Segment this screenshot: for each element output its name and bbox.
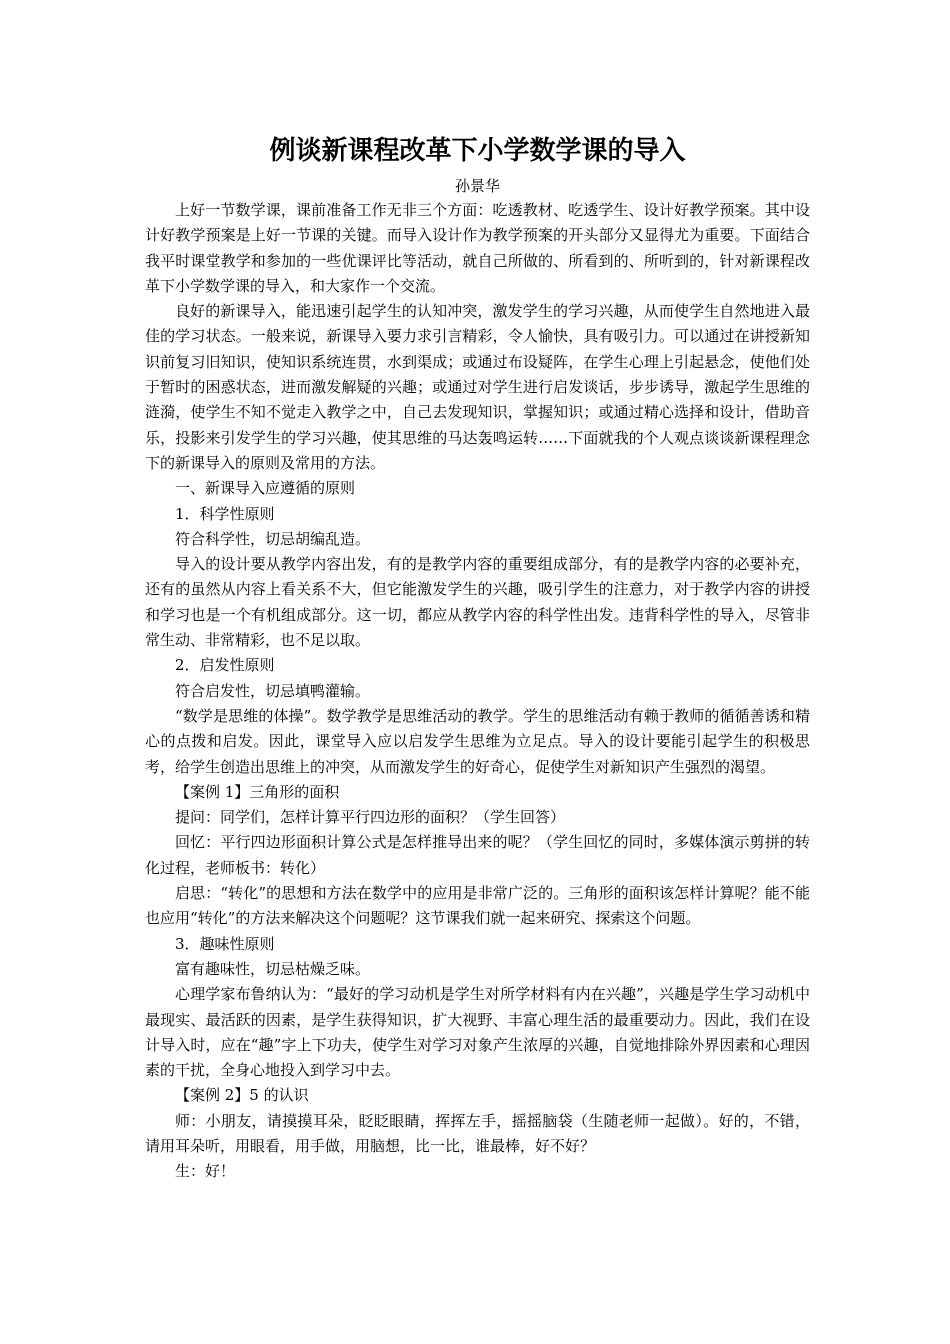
section-heading-principles: 一、新课导入应遵循的原则 bbox=[175, 479, 356, 498]
paragraph-scientific-body: 导入的设计要从教学内容出发，有的是教学内容的重要组成部分，有的是教学内容的必要补充，还有的虽然从内容上看关系不大，但它能激发学生的兴趣，吸引学生的注意力，对于教学内容的讲授和学习也是一个有机组成部分。这一切，都应从教学内容的科学性出发。违背科学性的导入，尽管非常生动、非常精彩，也不足以取。 bbox=[145, 555, 810, 650]
document-body bbox=[145, 132, 810, 1185]
case-1-heading: 【案例 1】三角形的面积 bbox=[175, 782, 340, 801]
case-2-teacher: 师：小朋友，请摸摸耳朵，眨眨眼睛，挥挥左手，摇摇脑袋（生随老师一起做）。好的，不错，请用耳朵听，用眼看，用手做，用脑想，比一比，谁最棒，好不好？ bbox=[145, 1111, 810, 1155]
paragraph-intro-1: 上好一节数学课，课前准备工作无非三个方面：吃透教材、吃透学生、设计好教学预案。其中设计好教学预案是上好一节课的关键。而导入设计作为教学预案的开头部分又显得尤为重要。下面结合我平时课堂教学和参加的一些优课评比等活动，就自己所做的、所看到的、所听到的，针对新课程改革下小学数学课的导入，和大家作一个交流。 bbox=[145, 201, 810, 295]
document-author: 孙景华 bbox=[454, 177, 500, 195]
document-title: 例谈新课程改革下小学数学课的导入 bbox=[269, 136, 686, 166]
paragraph-heuristic-body: “数学是思维的体操”。数学教学是思维活动的教学。学生的思维活动有赖于教师的循循善诱和精心的点拨和启发。因此，课堂导入应以启发学生思维为立足点。导入的设计要能引起学生的积极思考，给学生创造出思维上的冲突，从而激发学生的好奇心，促使学生对新知识产生强烈的渴望。 bbox=[145, 706, 810, 776]
paragraph-interest-summary: 富有趣味性，切忌枯燥乏味。 bbox=[175, 959, 371, 978]
case-2-student: 生：好！ bbox=[175, 1162, 236, 1181]
paragraph-heuristic-summary: 符合启发性，切忌填鸭灌输。 bbox=[175, 681, 371, 700]
case-2-heading: 【案例 2】5 的认识 bbox=[175, 1086, 309, 1105]
paragraph-list bbox=[145, 198, 810, 1185]
paragraph-interest-body: 心理学家布鲁纳认为：“最好的学习动机是学生对所学材料有内在兴趣”，兴趣是学生学习动机中最现实、最活跃的因素，是学生获得知识，扩大视野、丰富心理生活的最重要动力。因此，我们在设计导入时，应在“趣”字上下功夫，使学生对学习对象产生浓厚的兴趣，自觉地排除外界因素和心理因素的干扰，全身心地投入到学习中去。 bbox=[145, 985, 810, 1080]
paragraph-intro-2: 良好的新课导入，能迅速引起学生的认知冲突，激发学生的学习兴趣，从而使学生自然地进入最佳的学习状态。一般来说，新课导入要力求引言精彩，令人愉快，具有吸引力。可以通过在讲授新知识前复习旧知识，使知识系统连贯，水到渠成；或通过布设疑阵，在学生心理上引起悬念，使他们处于暂时的困惑状态，进而激发解疑的兴趣；或通过对学生进行启发谈话，步步诱导，激起学生思维的涟漪，使学生不知不觉走入教学之中，自己去发现知识，掌握知识；或通过精心选择和设计，借助音乐，投影来引发学生的学习兴趣，使其思维的马达轰鸣运转……下面就我的个人观点谈谈新课程理念下的新课导入的原则及常用的方法。 bbox=[145, 302, 810, 472]
paragraph-scientific-summary: 符合科学性，切忌胡编乱造。 bbox=[175, 529, 371, 548]
case-1-recall: 回忆：平行四边形面积计算公式是怎样推导出来的呢？（学生回忆的同时，多媒体演示剪拼的转化过程，老师板书：转化） bbox=[145, 833, 810, 877]
case-1-question: 提问：同学们，怎样计算平行四边形的面积？（学生回答） bbox=[175, 808, 566, 827]
subheading-interest: 3．趣味性原则 bbox=[175, 934, 275, 953]
subheading-heuristic: 2．启发性原则 bbox=[175, 656, 275, 675]
subheading-scientific: 1．科学性原则 bbox=[175, 504, 275, 523]
case-1-inspire: 启思：“转化”的思想和方法在数学中的应用是非常广泛的。三角形的面积该怎样计算呢？能不能也应用“转化”的方法来解决这个问题呢？这节课我们就一起来研究、探索这个问题。 bbox=[145, 884, 810, 928]
